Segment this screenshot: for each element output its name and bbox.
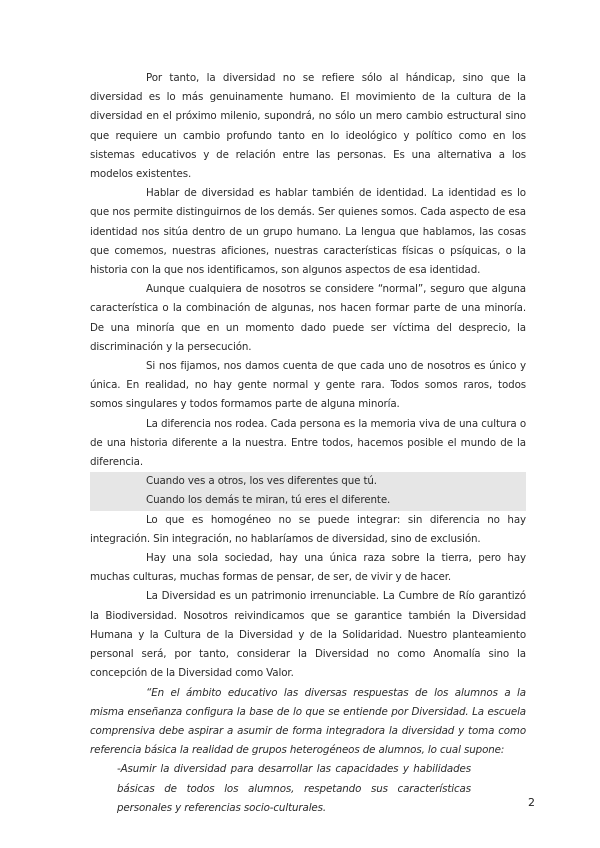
paragraph-integracion: Lo que es homogéneo no se puede integrar: sin diferencia no hay integración. Sin integración, no hablaríamos de diversidad, sino de exclusión.: [90, 513, 526, 545]
paragraph-minoria: Aunque cualquiera de nosotros se considere “normal”, seguro que alguna característica o la combinación de algunas, nos hacen formar parte de una minoría. De una minoría que en un momento dado puede ser víctima del desprecio, la discriminación y la persecución.: [90, 283, 526, 353]
highlighted-quote-box: [90, 472, 526, 510]
paragraph-patrimonio: La Diversidad es un patrimonio irrenunciable. La Cumbre de Río garantizó la Biodiversidad. Nosotros reivindicamos que se garantice también la Diversidad Humana y la Cultura de la Diversidad y de la Solidaridad. Nuestro planteamiento personal será, por tanto, considerar la Diversidad no como Anomalía sino la concepción de la Diversidad como Valor.: [90, 590, 526, 680]
highlighted-line: Cuando ves a otros, los ves diferentes que tú.: [146, 475, 377, 488]
quote-paragraph: “En el ámbito educativo las diversas respuestas de los alumnos a la misma enseñanza configura la base de lo que se entiende por Diversidad. La escuela comprensiva debe aspirar a asumir de forma integradora la diversidad y toma como referencia básica la realidad de grupos heterogéneos de alumnos, lo cual supone:: [90, 686, 526, 757]
document-body: [90, 69, 526, 818]
paragraph-sociedad: Hay una sola sociedad, hay una única raza sobre la tierra, pero hay muchas culturas, muchas formas de pensar, de ser, de vivir y de hacer.: [90, 552, 526, 584]
paragraph-identidad: Hablar de diversidad es hablar también de identidad. La identidad es lo que nos permite distinguirnos de los demás. Ser quienes somos. Cada aspecto de esa identidad nos sitúa dentro de un grupo humano. La lengua que hablamos, las cosas que comemos, nuestras aficiones, nuestras características físicas o psíquicas, o la historia con la que nos identificamos, son algunos aspectos de esa identidad.: [90, 187, 526, 277]
paragraph-unicos: Si nos fijamos, nos damos cuenta de que cada uno de nosotros es único y única. En realidad, no hay gente normal y gente rara. Todos somos raros, todos somos singulares y todos formamos parte de alguna minoría.: [90, 360, 526, 411]
highlighted-line: Cuando los demás te miran, tú eres el diferente.: [146, 494, 391, 507]
page-number: 2: [528, 796, 535, 809]
quote-list-item: -Asumir la diversidad para desarrollar las capacidades y habilidades básicas de todos los alumnos, respetando sus características personales y referencias socio-culturales.: [117, 763, 471, 814]
paragraph-diversidad-humana: Por tanto, la diversidad no se refiere sólo al hándicap, sino que la diversidad es lo más genuinamente humano. El movimiento de la cultura de la diversidad en el próximo milenio, supondrá, no sólo un mero cambio estructural sino que requiere un cambio profundo tanto en lo ideológico y político como en los sistemas educativos y de relación entre las personas. Es una alternativa a los modelos existentes.: [90, 72, 526, 181]
paragraph-diferencia: La diferencia nos rodea. Cada persona es la memoria viva de una cultura o de una historia diferente a la nuestra. Entre todos, hacemos posible el mundo de la diferencia.: [90, 417, 526, 469]
